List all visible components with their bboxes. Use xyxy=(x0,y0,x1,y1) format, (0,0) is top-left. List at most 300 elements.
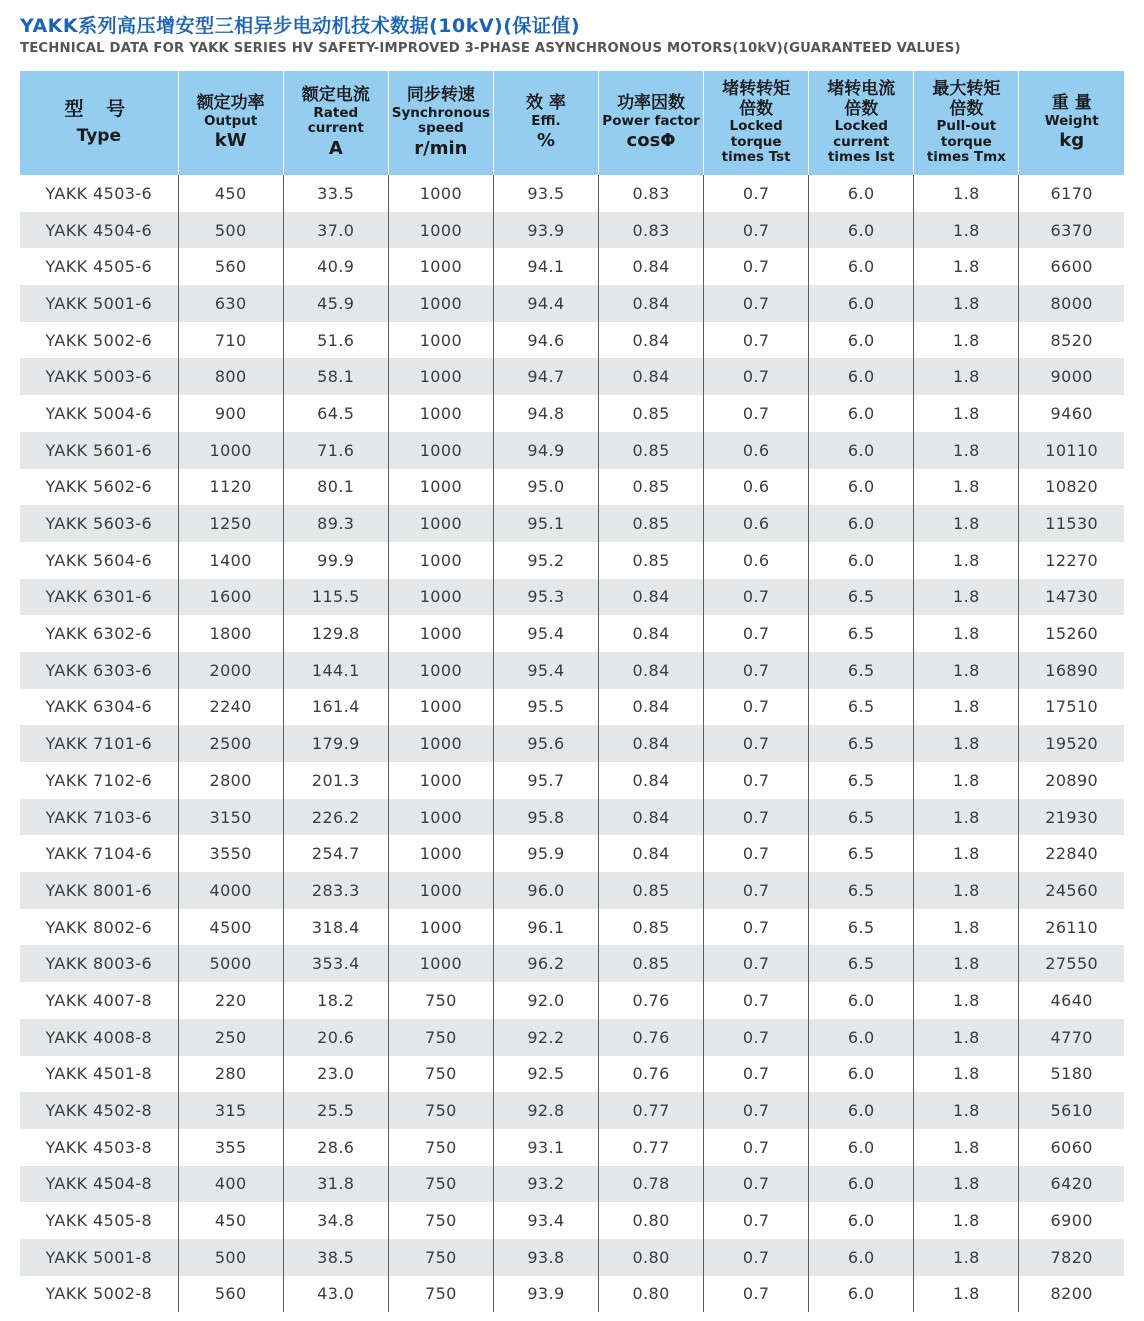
locked-torque-cell: 0.7 xyxy=(704,945,809,982)
efficiency-cell: 94.6 xyxy=(493,322,598,359)
technical-data-table xyxy=(20,71,1124,1312)
current-cell: 43.0 xyxy=(283,1276,388,1313)
header-weight-unit: kg xyxy=(1059,130,1085,152)
locked-current-cell: 6.0 xyxy=(809,175,914,212)
speed-cell: 1000 xyxy=(388,358,493,395)
locked-current-cell: 6.5 xyxy=(809,652,914,689)
current-cell: 226.2 xyxy=(283,799,388,836)
output-cell: 315 xyxy=(178,1092,283,1129)
table-row xyxy=(20,1056,1124,1093)
power-factor-cell: 0.84 xyxy=(599,652,704,689)
speed-cell: 1000 xyxy=(388,248,493,285)
type-cell: YAKK 4501-8 xyxy=(45,1064,153,1084)
type-cell: YAKK 4007-8 xyxy=(45,990,153,1010)
pullout-torque-cell: 1.8 xyxy=(914,762,1019,799)
pullout-torque-cell: 1.8 xyxy=(914,945,1019,982)
type-cell: YAKK 7101-6 xyxy=(20,725,178,762)
current-cell: 34.8 xyxy=(283,1202,388,1239)
locked-torque-cell: 0.7 xyxy=(704,982,809,1019)
locked-torque-cell: 0.7 xyxy=(704,909,809,946)
speed-cell: 1000 xyxy=(388,835,493,872)
locked-torque-cell: 0.7 xyxy=(704,799,809,836)
current-cell: 20.6 xyxy=(283,1019,388,1056)
header-weight-en: Weight xyxy=(1044,112,1099,129)
output-cell: 5000 xyxy=(178,945,283,982)
efficiency-cell: 96.1 xyxy=(493,909,598,946)
table-row xyxy=(20,1239,1124,1276)
type-cell: YAKK 6303-6 xyxy=(20,652,178,689)
power-factor-cell: 0.84 xyxy=(599,322,704,359)
locked-torque-cell: 0.7 xyxy=(704,1239,809,1276)
output-cell: 2800 xyxy=(178,762,283,799)
current-cell: 254.7 xyxy=(283,835,388,872)
type-cell: YAKK 6301-6 xyxy=(20,579,178,616)
table-row xyxy=(20,835,1124,872)
header-effi-cn: 效 率 xyxy=(526,93,566,114)
speed-cell: 1000 xyxy=(388,872,493,909)
locked-torque-cell: 0.7 xyxy=(704,285,809,322)
speed-cell: 750 xyxy=(388,1129,493,1166)
header-tst-cn1: 堵转转矩 xyxy=(722,79,791,100)
locked-current-cell: 6.0 xyxy=(809,1239,914,1276)
efficiency-cell: 95.2 xyxy=(493,542,598,579)
power-factor-cell: 0.80 xyxy=(599,1239,704,1276)
locked-torque-cell: 0.6 xyxy=(704,432,809,469)
weight-cell: 4640 xyxy=(1019,982,1124,1019)
pullout-torque-cell: 1.8 xyxy=(914,1166,1019,1203)
current-cell: 71.6 xyxy=(283,432,388,469)
locked-current-cell: 6.5 xyxy=(809,872,914,909)
pullout-torque-cell: 1.8 xyxy=(914,872,1019,909)
weight-cell: 6900 xyxy=(1019,1202,1124,1239)
table-row xyxy=(20,872,1124,909)
weight-cell: 14730 xyxy=(1019,579,1124,616)
header-speed-cn: 同步转速 xyxy=(406,85,475,106)
locked-current-cell: 6.5 xyxy=(809,909,914,946)
speed-cell: 750 xyxy=(388,1202,493,1239)
header-pf-cn: 功率因数 xyxy=(617,93,686,114)
header-speed-unit: r/min xyxy=(414,137,468,159)
power-factor-cell: 0.85 xyxy=(599,469,704,506)
type-cell: YAKK 4504-6 xyxy=(20,212,178,249)
speed-cell: 1000 xyxy=(388,432,493,469)
locked-current-cell: 6.0 xyxy=(809,505,914,542)
locked-torque-cell: 0.7 xyxy=(704,579,809,616)
table-row xyxy=(20,762,1124,799)
type-cell: YAKK 6304-6 xyxy=(45,697,153,717)
output-cell: 2240 xyxy=(178,689,283,726)
locked-torque-cell: 0.7 xyxy=(704,322,809,359)
type-cell: YAKK 7103-6 xyxy=(20,799,178,836)
speed-cell: 750 xyxy=(388,1166,493,1203)
pullout-torque-cell: 1.8 xyxy=(914,358,1019,395)
header-power-factor xyxy=(599,71,704,175)
speed-cell: 750 xyxy=(388,1092,493,1129)
table-row xyxy=(20,285,1124,322)
output-cell: 220 xyxy=(178,982,283,1019)
output-cell: 500 xyxy=(178,1239,283,1276)
header-speed-en2: speed xyxy=(418,120,464,137)
current-cell: 179.9 xyxy=(283,725,388,762)
type-cell: YAKK 4502-8 xyxy=(20,1092,178,1129)
current-cell: 161.4 xyxy=(283,689,388,726)
header-ist-en1: Locked current xyxy=(833,118,890,150)
efficiency-cell: 92.0 xyxy=(493,982,598,1019)
header-type-en: Type xyxy=(76,126,121,147)
header-current-unit: A xyxy=(328,137,343,159)
output-cell: 450 xyxy=(178,1202,283,1239)
pullout-torque-cell: 1.8 xyxy=(914,982,1019,1019)
efficiency-cell: 93.4 xyxy=(493,1202,598,1239)
header-tmx-en2: times Tmx xyxy=(926,149,1006,166)
power-factor-cell: 0.84 xyxy=(599,248,704,285)
power-factor-cell: 0.77 xyxy=(599,1129,704,1166)
speed-cell: 1000 xyxy=(388,689,493,726)
locked-current-cell: 6.5 xyxy=(809,689,914,726)
header-output-cn: 额定功率 xyxy=(196,93,265,114)
pullout-torque-cell: 1.8 xyxy=(914,799,1019,836)
efficiency-cell: 93.5 xyxy=(493,175,598,212)
type-cell: YAKK 5003-6 xyxy=(20,358,178,395)
pullout-torque-cell: 1.8 xyxy=(914,1056,1019,1093)
locked-current-cell: 6.0 xyxy=(809,1019,914,1056)
weight-cell: 5610 xyxy=(1019,1092,1124,1129)
current-cell: 144.1 xyxy=(283,652,388,689)
efficiency-cell: 93.1 xyxy=(493,1129,598,1166)
speed-cell: 1000 xyxy=(388,652,493,689)
weight-cell: 5180 xyxy=(1019,1056,1124,1093)
power-factor-cell: 0.84 xyxy=(599,689,704,726)
current-cell: 58.1 xyxy=(283,358,388,395)
output-cell: 3150 xyxy=(178,799,283,836)
weight-cell: 6370 xyxy=(1019,212,1124,249)
output-cell: 560 xyxy=(178,248,283,285)
locked-torque-cell: 0.7 xyxy=(704,762,809,799)
pullout-torque-cell: 1.8 xyxy=(914,689,1019,726)
efficiency-cell: 92.5 xyxy=(493,1056,598,1093)
output-cell: 2000 xyxy=(178,652,283,689)
weight-cell: 16890 xyxy=(1019,652,1124,689)
pullout-torque-cell: 1.8 xyxy=(914,615,1019,652)
locked-current-cell: 6.0 xyxy=(809,212,914,249)
efficiency-cell: 95.6 xyxy=(493,725,598,762)
pullout-torque-cell: 1.8 xyxy=(914,909,1019,946)
output-cell: 900 xyxy=(178,395,283,432)
output-cell: 500 xyxy=(178,212,283,249)
current-cell: 37.0 xyxy=(283,212,388,249)
power-factor-cell: 0.80 xyxy=(599,1202,704,1239)
current-cell: 23.0 xyxy=(283,1056,388,1093)
weight-cell: 4770 xyxy=(1019,1019,1124,1056)
speed-cell: 1000 xyxy=(388,909,493,946)
current-cell: 31.8 xyxy=(283,1166,388,1203)
type-cell: YAKK 4505-6 xyxy=(45,257,153,277)
output-cell: 1250 xyxy=(178,505,283,542)
type-cell: YAKK 7104-6 xyxy=(45,844,153,864)
locked-current-cell: 6.0 xyxy=(809,1276,914,1313)
locked-current-cell: 6.0 xyxy=(809,1056,914,1093)
power-factor-cell: 0.85 xyxy=(599,395,704,432)
header-locked-current xyxy=(809,71,914,175)
table-row xyxy=(20,1092,1124,1129)
header-ist-cn2: 倍数 xyxy=(844,98,879,119)
output-cell: 800 xyxy=(178,358,283,395)
speed-cell: 1000 xyxy=(388,615,493,652)
table-row xyxy=(20,945,1124,982)
table-row xyxy=(20,542,1124,579)
weight-cell: 8000 xyxy=(1019,285,1124,322)
locked-torque-cell: 0.7 xyxy=(704,1129,809,1166)
header-weight xyxy=(1019,71,1124,175)
output-cell: 4000 xyxy=(178,872,283,909)
pullout-torque-cell: 1.8 xyxy=(914,212,1019,249)
current-cell: 28.6 xyxy=(283,1129,388,1166)
current-cell: 51.6 xyxy=(283,322,388,359)
weight-cell: 19520 xyxy=(1019,725,1124,762)
header-output-unit: kW xyxy=(214,130,247,152)
weight-cell: 6420 xyxy=(1019,1166,1124,1203)
header-speed xyxy=(388,71,493,175)
type-cell: YAKK 4503-8 xyxy=(45,1137,153,1157)
type-cell: YAKK 8002-6 xyxy=(45,917,153,937)
table-row xyxy=(20,322,1124,359)
power-factor-cell: 0.84 xyxy=(599,615,704,652)
output-cell: 1000 xyxy=(178,432,283,469)
efficiency-cell: 95.7 xyxy=(493,762,598,799)
header-tmx-en1: Pull-out torque xyxy=(936,118,997,150)
type-cell: YAKK 5004-6 xyxy=(45,403,153,423)
type-cell: YAKK 5601-6 xyxy=(20,432,178,469)
speed-cell: 750 xyxy=(388,1239,493,1276)
locked-torque-cell: 0.7 xyxy=(704,1202,809,1239)
efficiency-cell: 95.0 xyxy=(493,469,598,506)
type-cell: YAKK 5602-6 xyxy=(45,477,153,497)
table-body xyxy=(20,175,1124,1312)
speed-cell: 750 xyxy=(388,982,493,1019)
locked-torque-cell: 0.6 xyxy=(704,505,809,542)
power-factor-cell: 0.85 xyxy=(599,432,704,469)
weight-cell: 9000 xyxy=(1019,358,1124,395)
locked-current-cell: 6.0 xyxy=(809,322,914,359)
locked-current-cell: 6.5 xyxy=(809,579,914,616)
pullout-torque-cell: 1.8 xyxy=(914,248,1019,285)
header-tst-en1: Locked torque xyxy=(729,118,783,150)
locked-torque-cell: 0.7 xyxy=(704,725,809,762)
table-row xyxy=(20,248,1124,285)
pullout-torque-cell: 1.8 xyxy=(914,1202,1019,1239)
pullout-torque-cell: 1.8 xyxy=(914,395,1019,432)
weight-cell: 10820 xyxy=(1019,469,1124,506)
speed-cell: 1000 xyxy=(388,799,493,836)
locked-torque-cell: 0.7 xyxy=(704,1276,809,1313)
speed-cell: 1000 xyxy=(388,212,493,249)
type-cell: YAKK 5603-6 xyxy=(20,505,178,542)
locked-current-cell: 6.0 xyxy=(809,432,914,469)
pullout-torque-cell: 1.8 xyxy=(914,322,1019,359)
locked-torque-cell: 0.7 xyxy=(704,248,809,285)
table-row xyxy=(20,652,1124,689)
speed-cell: 750 xyxy=(388,1276,493,1313)
pullout-torque-cell: 1.8 xyxy=(914,1129,1019,1166)
table-row xyxy=(20,909,1124,946)
header-effi xyxy=(493,71,598,175)
output-cell: 1120 xyxy=(178,469,283,506)
header-speed-en1: Synchronous xyxy=(391,104,490,121)
header-pf-unit: cosΦ xyxy=(626,130,676,152)
current-cell: 40.9 xyxy=(283,248,388,285)
efficiency-cell: 95.3 xyxy=(493,579,598,616)
header-weight-cn: 重 量 xyxy=(1051,93,1092,114)
efficiency-cell: 93.2 xyxy=(493,1166,598,1203)
header-output xyxy=(178,71,283,175)
pullout-torque-cell: 1.8 xyxy=(914,1239,1019,1276)
weight-cell: 26110 xyxy=(1019,909,1124,946)
current-cell: 45.9 xyxy=(283,285,388,322)
efficiency-cell: 96.0 xyxy=(493,872,598,909)
locked-torque-cell: 0.7 xyxy=(704,835,809,872)
page-subtitle: TECHNICAL DATA FOR YAKK SERIES HV SAFETY-IMPROVED 3-PHASE ASYNCHRONOUS MOTORS(10kV)(GUARANTEED VALUES) xyxy=(20,41,961,56)
speed-cell: 1000 xyxy=(388,542,493,579)
locked-torque-cell: 0.7 xyxy=(704,1056,809,1093)
current-cell: 64.5 xyxy=(283,395,388,432)
type-cell: YAKK 8003-6 xyxy=(20,945,178,982)
locked-current-cell: 6.5 xyxy=(809,945,914,982)
header-ist-cn1: 堵转电流 xyxy=(827,79,896,100)
pullout-torque-cell: 1.8 xyxy=(914,1092,1019,1129)
power-factor-cell: 0.78 xyxy=(599,1166,704,1203)
weight-cell: 15260 xyxy=(1019,615,1124,652)
weight-cell: 20890 xyxy=(1019,762,1124,799)
header-tst-cn2: 倍数 xyxy=(739,98,774,119)
type-cell: YAKK 8001-6 xyxy=(20,872,178,909)
weight-cell: 10110 xyxy=(1019,432,1124,469)
speed-cell: 1000 xyxy=(388,175,493,212)
locked-current-cell: 6.0 xyxy=(809,358,914,395)
pullout-torque-cell: 1.8 xyxy=(914,1276,1019,1313)
weight-cell: 8200 xyxy=(1019,1276,1124,1313)
current-cell: 33.5 xyxy=(283,175,388,212)
header-pullout-torque xyxy=(914,71,1019,175)
speed-cell: 1000 xyxy=(388,579,493,616)
locked-torque-cell: 0.7 xyxy=(704,689,809,726)
table-row xyxy=(20,725,1124,762)
locked-torque-cell: 0.7 xyxy=(704,1166,809,1203)
locked-current-cell: 6.5 xyxy=(809,799,914,836)
speed-cell: 1000 xyxy=(388,285,493,322)
output-cell: 560 xyxy=(178,1276,283,1313)
type-cell: YAKK 4008-8 xyxy=(20,1019,178,1056)
output-cell: 630 xyxy=(178,285,283,322)
output-cell: 450 xyxy=(178,175,283,212)
locked-torque-cell: 0.6 xyxy=(704,542,809,579)
weight-cell: 24560 xyxy=(1019,872,1124,909)
speed-cell: 1000 xyxy=(388,945,493,982)
efficiency-cell: 94.7 xyxy=(493,358,598,395)
current-cell: 129.8 xyxy=(283,615,388,652)
locked-torque-cell: 0.7 xyxy=(704,652,809,689)
table-row xyxy=(20,505,1124,542)
table-row xyxy=(20,175,1124,212)
table-row xyxy=(20,579,1124,616)
locked-current-cell: 6.5 xyxy=(809,762,914,799)
weight-cell: 22840 xyxy=(1019,835,1124,872)
speed-cell: 1000 xyxy=(388,762,493,799)
power-factor-cell: 0.84 xyxy=(599,725,704,762)
output-cell: 2500 xyxy=(178,725,283,762)
pullout-torque-cell: 1.8 xyxy=(914,285,1019,322)
table-row xyxy=(20,1129,1124,1166)
weight-cell: 17510 xyxy=(1019,689,1124,726)
pullout-torque-cell: 1.8 xyxy=(914,175,1019,212)
weight-cell: 9460 xyxy=(1019,395,1124,432)
weight-cell: 12270 xyxy=(1019,542,1124,579)
locked-torque-cell: 0.7 xyxy=(704,1019,809,1056)
header-current-en: Rated current xyxy=(307,104,364,137)
pullout-torque-cell: 1.8 xyxy=(914,725,1019,762)
type-cell: YAKK 5002-8 xyxy=(45,1284,153,1304)
power-factor-cell: 0.76 xyxy=(599,1019,704,1056)
power-factor-cell: 0.80 xyxy=(599,1276,704,1313)
locked-current-cell: 6.0 xyxy=(809,469,914,506)
locked-torque-cell: 0.7 xyxy=(704,1092,809,1129)
speed-cell: 1000 xyxy=(388,322,493,359)
output-cell: 355 xyxy=(178,1129,283,1166)
locked-torque-cell: 0.7 xyxy=(704,175,809,212)
power-factor-cell: 0.84 xyxy=(599,358,704,395)
weight-cell: 21930 xyxy=(1019,799,1124,836)
weight-cell: 6600 xyxy=(1019,248,1124,285)
header-row xyxy=(20,71,1124,175)
efficiency-cell: 95.4 xyxy=(493,652,598,689)
header-locked-torque xyxy=(704,71,809,175)
table-row xyxy=(20,982,1124,1019)
table-row xyxy=(20,1276,1124,1313)
weight-cell: 7820 xyxy=(1019,1239,1124,1276)
power-factor-cell: 0.83 xyxy=(599,175,704,212)
efficiency-cell: 92.8 xyxy=(493,1092,598,1129)
header-type-cn: 型 号 xyxy=(64,98,134,121)
power-factor-cell: 0.76 xyxy=(599,982,704,1019)
locked-current-cell: 6.5 xyxy=(809,725,914,762)
locked-current-cell: 6.0 xyxy=(809,248,914,285)
table-row xyxy=(20,689,1124,726)
table-row xyxy=(20,1202,1124,1239)
table-row xyxy=(20,1166,1124,1203)
output-cell: 250 xyxy=(178,1019,283,1056)
weight-cell: 6060 xyxy=(1019,1129,1124,1166)
efficiency-cell: 92.2 xyxy=(493,1019,598,1056)
type-cell: YAKK 4503-6 xyxy=(45,183,153,203)
speed-cell: 750 xyxy=(388,1019,493,1056)
speed-cell: 1000 xyxy=(388,505,493,542)
locked-current-cell: 6.0 xyxy=(809,542,914,579)
output-cell: 1400 xyxy=(178,542,283,579)
efficiency-cell: 95.5 xyxy=(493,689,598,726)
efficiency-cell: 95.8 xyxy=(493,799,598,836)
locked-torque-cell: 0.7 xyxy=(704,395,809,432)
locked-current-cell: 6.5 xyxy=(809,835,914,872)
locked-current-cell: 6.5 xyxy=(809,615,914,652)
efficiency-cell: 94.9 xyxy=(493,432,598,469)
page-title: YAKK系列高压增安型三相异步电动机技术数据(10kV)(保证值) xyxy=(20,15,581,37)
locked-current-cell: 6.0 xyxy=(809,285,914,322)
output-cell: 1800 xyxy=(178,615,283,652)
locked-current-cell: 6.0 xyxy=(809,1166,914,1203)
weight-cell: 8520 xyxy=(1019,322,1124,359)
type-cell: YAKK 4505-8 xyxy=(45,1211,153,1231)
power-factor-cell: 0.84 xyxy=(599,835,704,872)
pullout-torque-cell: 1.8 xyxy=(914,432,1019,469)
